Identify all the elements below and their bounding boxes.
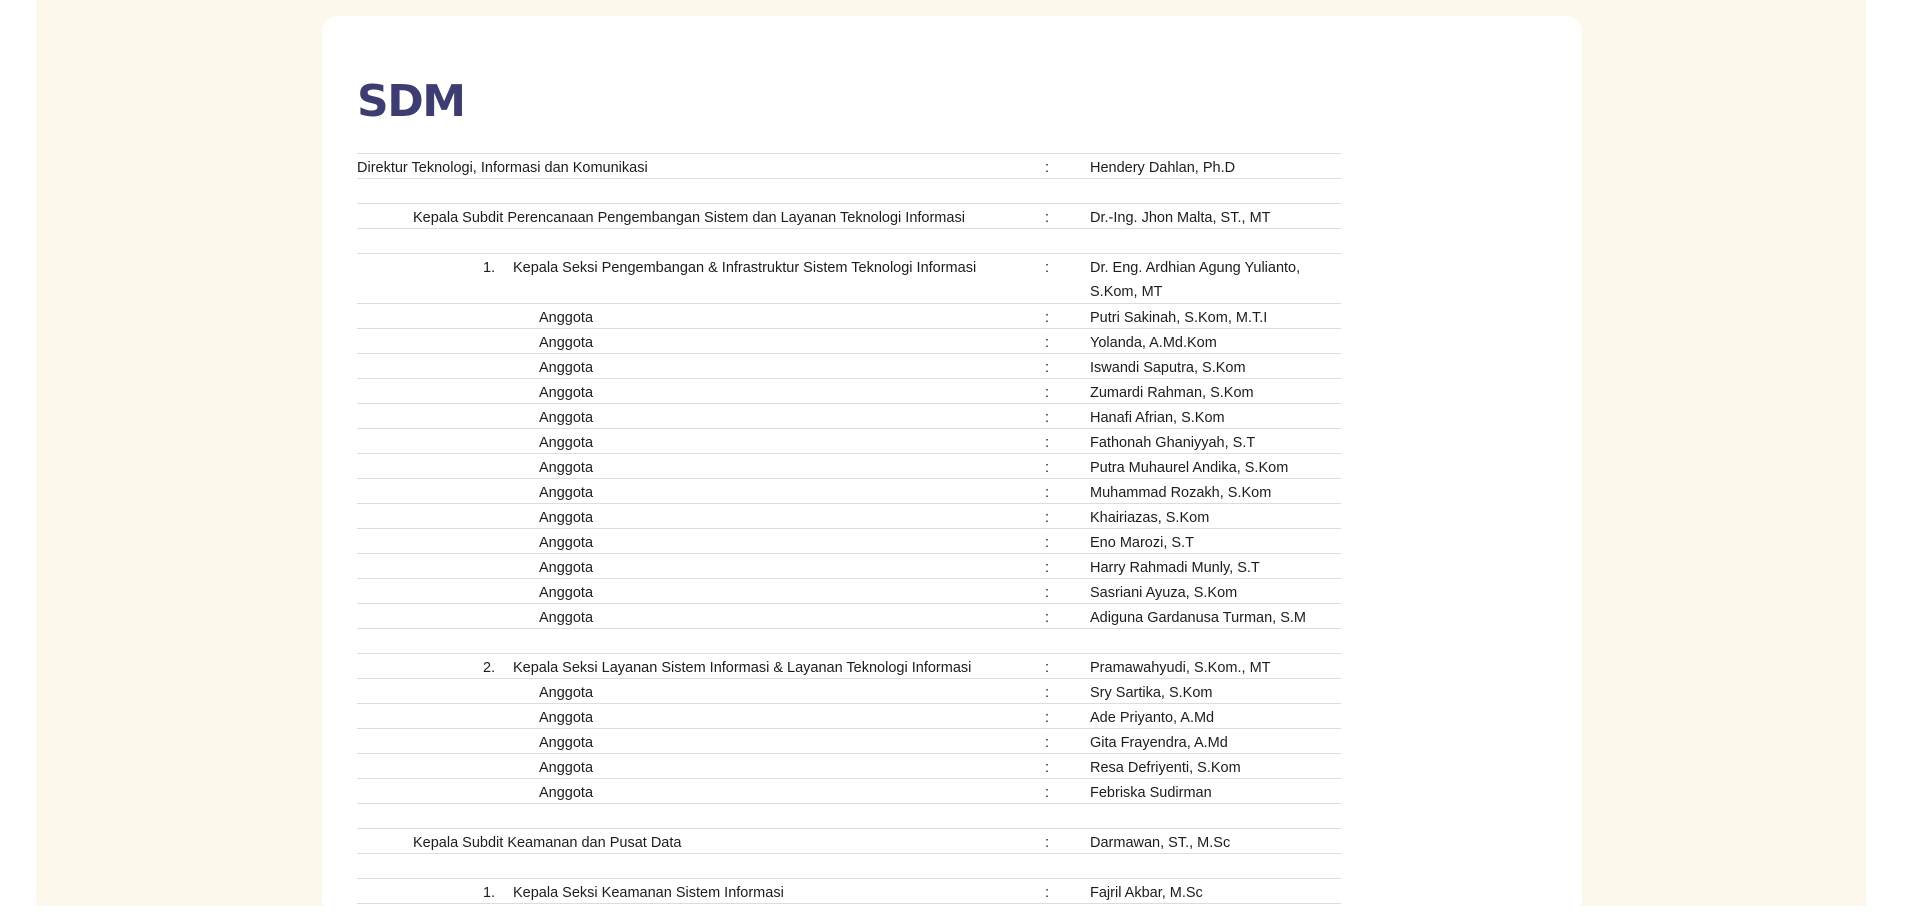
member-label: Anggota xyxy=(539,310,594,326)
table-row xyxy=(357,353,1341,378)
table-row xyxy=(357,778,1341,803)
separator-colon: : xyxy=(1045,760,1050,776)
table-row xyxy=(357,503,1341,528)
member-label: Anggota xyxy=(539,485,594,501)
position-label: Kepala Subdit Keamanan dan Pusat Data xyxy=(413,835,682,851)
person-name: Putra Muhaurel Andika, S.Kom xyxy=(1090,460,1289,476)
spacer-row xyxy=(357,178,1341,203)
person-name: Hanafi Afrian, S.Kom xyxy=(1090,410,1225,426)
person-name: Eno Marozi, S.T xyxy=(1090,535,1194,551)
page-title: SDM xyxy=(357,76,465,127)
person-name: Fathonah Ghaniyyah, S.T xyxy=(1090,435,1256,451)
separator-colon: : xyxy=(1045,210,1050,226)
separator-colon: : xyxy=(1045,385,1050,401)
member-label: Anggota xyxy=(539,435,594,451)
separator-colon: : xyxy=(1045,560,1050,576)
member-label: Anggota xyxy=(539,685,594,701)
person-name: Sasriani Ayuza, S.Kom xyxy=(1090,585,1238,601)
table-row xyxy=(357,253,1341,303)
separator-colon: : xyxy=(1045,710,1050,726)
separator-colon: : xyxy=(1045,835,1050,851)
table-row xyxy=(357,703,1341,728)
section-number: 2. xyxy=(483,660,496,676)
member-label: Anggota xyxy=(539,760,594,776)
position-label: Kepala Seksi Layanan Sistem Informasi & Layanan Teknologi Informasi xyxy=(513,660,972,676)
separator-colon: : xyxy=(1045,610,1050,626)
member-label: Anggota xyxy=(539,785,594,801)
member-label: Anggota xyxy=(539,560,594,576)
table-row xyxy=(357,678,1341,703)
table-row xyxy=(357,378,1341,403)
spacer-row xyxy=(357,853,1341,878)
person-name: Hendery Dahlan, Ph.D xyxy=(1090,160,1236,176)
person-name: Putri Sakinah, S.Kom, M.T.I xyxy=(1090,310,1268,326)
table-row xyxy=(357,878,1341,904)
separator-colon: : xyxy=(1045,310,1050,326)
table-row xyxy=(357,453,1341,478)
position-label: Kepala Seksi Keamanan Sistem Informasi xyxy=(513,885,784,901)
separator-colon: : xyxy=(1045,885,1050,901)
separator-colon: : xyxy=(1045,735,1050,751)
table-row xyxy=(357,403,1341,428)
table-row xyxy=(357,303,1341,328)
section-number: 1. xyxy=(483,885,496,901)
separator-colon: : xyxy=(1045,435,1050,451)
table-row xyxy=(357,428,1341,453)
section-number: 1. xyxy=(483,260,496,276)
member-label: Anggota xyxy=(539,385,594,401)
member-label: Anggota xyxy=(539,360,594,376)
person-name: Resa Defriyenti, S.Kom xyxy=(1090,760,1241,776)
table-row xyxy=(357,203,1341,228)
spacer-row xyxy=(357,228,1341,253)
table-row xyxy=(357,728,1341,753)
person-name: Khairiazas, S.Kom xyxy=(1090,510,1210,526)
separator-colon: : xyxy=(1045,585,1050,601)
separator-colon: : xyxy=(1045,785,1050,801)
member-label: Anggota xyxy=(539,710,594,726)
separator-colon: : xyxy=(1045,660,1050,676)
separator-colon: : xyxy=(1045,535,1050,551)
table-row xyxy=(357,653,1341,678)
separator-colon: : xyxy=(1045,160,1050,176)
table-row xyxy=(357,553,1341,578)
person-name: Pramawahyudi, S.Kom., MT xyxy=(1090,660,1271,676)
table-row xyxy=(357,528,1341,553)
member-label: Anggota xyxy=(539,460,594,476)
member-label: Anggota xyxy=(539,610,594,626)
position-label: Direktur Teknologi, Informasi dan Komunikasi xyxy=(357,160,648,176)
separator-colon: : xyxy=(1045,485,1050,501)
position-label: Kepala Subdit Perencanaan Pengembangan Sistem dan Layanan Teknologi Informasi xyxy=(413,210,965,226)
person-name: Muhammad Rozakh, S.Kom xyxy=(1090,485,1272,501)
separator-colon: : xyxy=(1045,410,1050,426)
spacer-row xyxy=(357,803,1341,828)
table-row xyxy=(357,603,1341,628)
person-name: Ade Priyanto, A.Md xyxy=(1090,710,1215,726)
separator-colon: : xyxy=(1045,460,1050,476)
separator-colon: : xyxy=(1045,685,1050,701)
person-name: Yolanda, A.Md.Kom xyxy=(1090,335,1217,351)
person-name: Dr.-Ing. Jhon Malta, ST., MT xyxy=(1090,210,1271,226)
person-name: Febriska Sudirman xyxy=(1090,785,1212,801)
person-name: Iswandi Saputra, S.Kom xyxy=(1090,360,1246,376)
table-row xyxy=(357,578,1341,603)
table-row xyxy=(357,753,1341,778)
table-row xyxy=(357,153,1341,178)
table-row xyxy=(357,328,1341,353)
person-name: Darmawan, ST., M.Sc xyxy=(1090,835,1231,851)
member-label: Anggota xyxy=(539,410,594,426)
person-name: Gita Frayendra, A.Md xyxy=(1090,735,1228,751)
table-row xyxy=(357,478,1341,503)
separator-colon: : xyxy=(1045,360,1050,376)
person-name: Sry Sartika, S.Kom xyxy=(1090,685,1213,701)
person-name: Adiguna Gardanusa Turman, S.M xyxy=(1090,610,1307,626)
member-label: Anggota xyxy=(539,535,594,551)
staff-table xyxy=(357,153,1341,904)
separator-colon: : xyxy=(1045,335,1050,351)
member-label: Anggota xyxy=(539,585,594,601)
member-label: Anggota xyxy=(539,510,594,526)
member-label: Anggota xyxy=(539,735,594,751)
spacer-row xyxy=(357,628,1341,653)
position-label: Kepala Seksi Pengembangan & Infrastruktur Sistem Teknologi Informasi xyxy=(513,260,977,276)
person-name: Dr. Eng. Ardhian Agung Yulianto, S.Kom, MT xyxy=(1090,260,1301,300)
separator-colon: : xyxy=(1045,510,1050,526)
person-name: Zumardi Rahman, S.Kom xyxy=(1090,385,1254,401)
member-label: Anggota xyxy=(539,335,594,351)
person-name: Harry Rahmadi Munly, S.T xyxy=(1090,560,1260,576)
table-row xyxy=(357,828,1341,853)
separator-colon: : xyxy=(1045,260,1050,276)
person-name: Fajril Akbar, M.Sc xyxy=(1090,885,1203,901)
